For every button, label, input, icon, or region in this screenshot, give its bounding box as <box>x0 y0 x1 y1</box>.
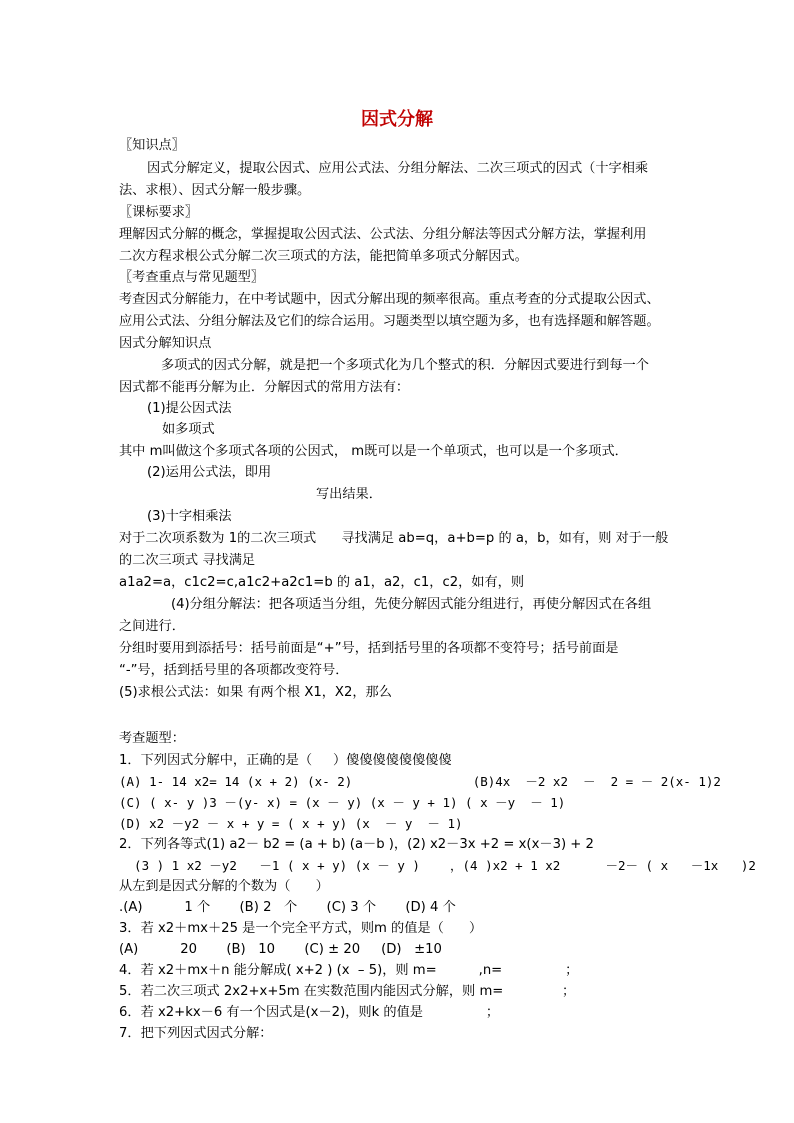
paragraph-line: 其中 m叫做这个多项式各项的公因式， m既可以是一个单项式，也可以是一个多项式． <box>119 444 628 459</box>
section-heading-knowledge-points: 因式分解知识点 <box>119 336 212 351</box>
question-option: (C) ( x- y )3 －(y- x) = (x － y) (x － y + 1) ( x －y － 1) <box>119 795 566 810</box>
paragraph-line: 分组时要用到添括号：括号前面是“+”号，括到括号里的各项都不变符号；括号前面是 <box>119 641 619 656</box>
question-6: 6．若 x2+kx－6 有一个因式是(x－2)，则k 的值是 ； <box>119 1005 500 1020</box>
paragraph-line: 应用公式法、分组分解法及它们的综合运用。习题类型以填空题为多，也有选择题和解答题。 <box>119 314 660 329</box>
question-option: (3 ) 1 x2 －y2 －1 ( x + y) (x － y ) ，(4 )x2 + 1 x2 －2－ ( x －1x )2 <box>119 858 756 873</box>
paragraph-line: 因式分解定义，提取公因式、应用公式法、分组分解法、二次三项式的因式（十字相乘 <box>147 161 649 176</box>
question-4: 4．若 x2＋mx＋n 能分解成( x+2 ) (x – 5)，则 m= ,n= ； <box>119 963 579 978</box>
method-heading: (2)运用公式法，即用 <box>147 465 272 480</box>
paragraph-line: 的二次三项式 寻找满足 <box>119 553 256 568</box>
page-title: 因式分解 <box>361 109 433 130</box>
question-3: 3．若 x2＋mx＋25 是一个完全平方式，则m 的值是（ ） <box>119 921 483 936</box>
paragraph-line: 写出结果． <box>316 487 382 502</box>
method-heading: (4)分组分解法：把各项适当分组，先使分解因式能分组进行，再使分解因式在各组 <box>171 597 652 612</box>
paragraph-line: 因式都不能再分解为止．分解因式的常用方法有： <box>119 380 410 395</box>
paragraph-line: 法、求根）、因式分解一般步骤。 <box>119 183 311 198</box>
method-heading: (5)求根公式法：如果 有两个根 X1，X2，那么 <box>119 685 392 700</box>
question-2: 2．下列各等式(1) a2－ b2 = (a + b) (a－b )，(2) x2－3x +2 = x(x－3) + 2 <box>119 837 594 852</box>
paragraph-line: 如多项式 <box>162 422 215 437</box>
question-option: (A) 20 (B) 10 (C) ± 20 (D) ±10 <box>119 942 442 957</box>
section-heading-key-points: 〖考查重点与常见题型〗 <box>119 270 265 285</box>
paragraph-line: “-”号，括到括号里的各项都改变符号． <box>119 663 349 678</box>
paragraph-line: 之间进行． <box>119 619 185 634</box>
section-heading-question-types: 考查题型： <box>119 731 185 746</box>
paragraph-line: 从左到是因式分解的个数为（ ） <box>119 879 329 894</box>
question-option: .(A) 1 个 (B) 2 个 (C) 3 个 (D) 4 个 <box>119 900 456 915</box>
question-5: 5．若二次三项式 2x2+x+5m 在实数范围内能因式分解，则 m= ； <box>119 984 576 999</box>
paragraph-line: a1a2=a，c1c2=c,a1c2+a2c1=b 的 a1，a2，c1，c2，如有，则 <box>119 575 525 590</box>
paragraph-line: 多项式的因式分解，就是把一个多项式化为几个整式的积．分解因式要进行到每一个 <box>161 358 649 373</box>
question-7: 7．把下列因式因式分解： <box>119 1026 273 1041</box>
paragraph-line: 考查因式分解能力，在中考试题中，因式分解出现的频率很高。重点考查的分式提取公因式、 <box>119 292 660 307</box>
paragraph-line: 二次方程求根公式分解二次三项式的方法，能把简单多项式分解因式。 <box>119 249 528 264</box>
paragraph-line: 对于二次项系数为 1的二次三项式 寻找满足 ab=q，a+b=p 的 a，b，如有，则 对于一般 <box>119 531 669 546</box>
question-option: (D) x2 －y2 － x + y = ( x + y) (x － y － 1) <box>119 816 463 831</box>
section-heading-knowledge: 〖知识点〗 <box>119 138 185 153</box>
paragraph-line: 理解因式分解的概念，掌握提取公因式法、公式法、分组分解法等因式分解方法，掌握利用 <box>119 227 647 242</box>
section-heading-standards: 〖课标要求〗 <box>119 205 199 220</box>
question-1: 1．下列因式分解中，正确的是（ ）傻傻傻傻傻傻傻傻 <box>119 753 452 768</box>
question-option: (A) 1- 14 x2= 14 (x + 2) (x- 2) (B)4x －2 x2 － 2 = － 2(x- 1)2 <box>119 774 721 789</box>
method-heading: (3)十字相乘法 <box>147 509 232 524</box>
method-heading: (1)提公因式法 <box>147 401 232 416</box>
